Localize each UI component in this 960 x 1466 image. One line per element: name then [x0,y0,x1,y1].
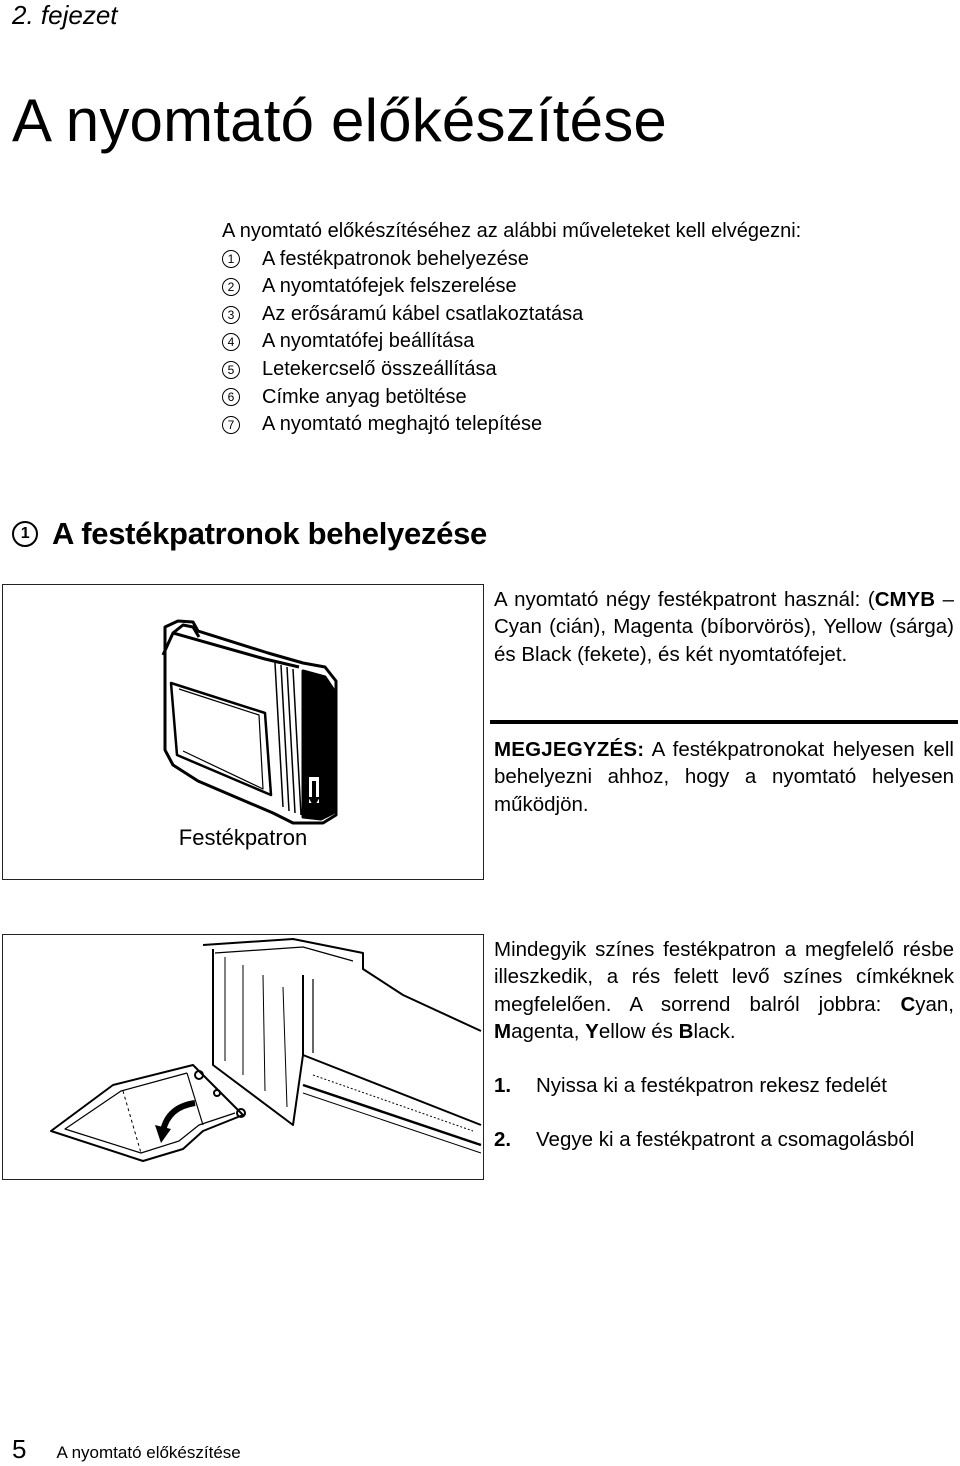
list-item [222,273,801,301]
text-part: Mindegyik színes festékpatron a megfelelő résbe illeszkedik, a rés felett levő színes címkéknek megfelelően. A sorrend balról jobbra: [494,938,954,1016]
step-number-icon: 4 [222,333,240,351]
intro-paragraph [494,586,954,668]
text-part: agenta, [511,1020,586,1044]
bold-term: CMYB [874,588,936,611]
text-part: – Cyan (cián), Magenta (bíborvörös), Yellow (sárga) és Black (fekete), és két nyomtatófejet. [494,588,954,666]
step-number: 1. [494,1074,512,1097]
compartment-figure [2,934,484,1180]
list-item-text: A festékpatronok behelyezése [262,247,529,270]
list-item-text: Letekercselő összeállítása [262,357,497,380]
section-heading-text: A festékpatronok behelyezése [52,516,487,551]
step-text: Vegye ki a festékpatront a csomagolásból [536,1128,915,1151]
text-part: yan, [915,992,954,1016]
list-item [222,384,801,412]
text-part: lack. [693,1020,736,1044]
page-title: A nyomtató előkészítése [12,87,667,154]
procedure-step [494,1126,954,1153]
step-text: Nyissa ki a festékpatron rekesz fedelét [536,1074,887,1097]
intro-lead: A nyomtató előkészítéséhez az alábbi műveleteket kell elvégezni: [222,220,802,242]
bold-letter: C [900,992,916,1016]
bold-letter: Y [585,1020,599,1044]
list-item [222,246,801,274]
step-number-icon: 1 [222,250,240,268]
section-heading [12,516,487,552]
list-item [222,411,801,439]
note-paragraph [494,736,954,818]
list-item-text: Az erősáramú kábel csatlakoztatása [262,302,584,325]
note-divider [490,720,958,724]
text-part: ellow és [598,1020,679,1044]
figure-caption: Festékpatron [178,825,308,850]
list-item [222,328,801,356]
cartridge-figure [2,584,484,880]
list-item [222,301,801,329]
step-number-icon: 3 [222,306,240,324]
page-number: 5 [12,1434,27,1464]
page-footer [12,1434,241,1465]
list-item-text: A nyomtatófejek felszerelése [262,275,517,298]
note-label: MEGJEGYZÉS: [494,738,645,761]
text-part: A nyomtató négy festékpatront használ: ( [494,588,875,611]
procedure-step [494,1072,954,1099]
step-number: 2. [494,1128,512,1151]
bold-letter: M [494,1020,512,1044]
list-item [222,356,801,384]
step-number-icon: 6 [222,388,240,406]
list-item-text: Címke anyag betöltése [262,385,467,408]
step-number-icon: 5 [222,361,240,379]
section-number-icon: 1 [12,521,38,547]
chapter-label: 2. fejezet [12,0,118,30]
footer-title: A nyomtató előkészítése [56,1443,241,1462]
printer-compartment-icon [3,935,483,1179]
note-text: A festékpatronokat helyesen kell behelyezni ahhoz, hogy a nyomtató helyesen működjön. [494,738,954,816]
step-number-icon: 2 [222,278,240,296]
list-item-text: A nyomtató meghajtó telepítése [262,413,543,436]
step-number-icon: 7 [222,416,240,434]
order-paragraph [494,936,954,1046]
intro-list [222,218,801,439]
bold-letter: B [678,1020,694,1044]
list-item-text: A nyomtatófej beállítása [262,330,475,353]
